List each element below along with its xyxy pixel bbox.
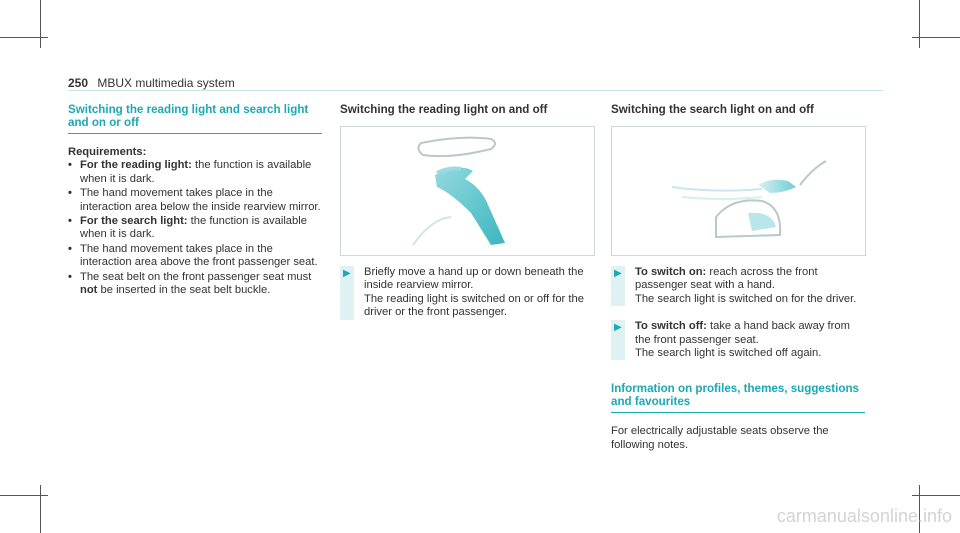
heading-rule [68,133,322,134]
search-light-illustration [611,126,866,256]
crop-mark [40,485,41,533]
list-item: • For the reading light: the function is available when it is dark. [68,159,312,185]
section-heading: Switching the reading light and search light and on or off [68,103,309,129]
watermark: carmanualsonline.info [776,506,952,526]
requirements-list [68,159,322,297]
bullet-icon: • [68,215,72,228]
bullet-icon: • [68,270,72,283]
right-steps [611,266,865,452]
heading-rule [611,412,865,413]
bullet-icon: • [68,187,72,200]
middle-steps [340,266,594,320]
section-heading: Switching the search light on and off [611,103,814,116]
list-item: • The hand movement takes place in the interaction area below the inside rearview mirror. [68,187,321,213]
play-arrow-icon: ▶ [614,322,622,334]
middle-column [340,103,594,116]
section-title: MBUX multimedia system [97,76,235,90]
list-item: • The hand movement takes place in the interaction area above the front passenger seat. [68,242,318,269]
header-rule [68,90,883,91]
page-header [68,76,235,90]
section-heading: Switching the reading light on and off [340,103,548,116]
bullet-icon: • [68,242,72,255]
step-item: ▶ Briefly move a hand up or down beneath the inside rearview mirror. The reading light is switched on or off for the driver or the front passenger. [340,266,594,320]
crop-mark [40,0,41,48]
step-item: ▶ To switch on: reach across the front passenger seat with a hand. The search light is switched on for the driver. [611,266,865,306]
list-item: • The seat belt on the front passenger seat must not be inserted in the seat belt buckle. [68,270,312,297]
requirements-label: Requirements: [68,146,147,158]
seat-hand-icon [612,127,865,255]
list-item: • For the search light: the function is available when it is dark. [68,215,307,241]
bullet-icon: • [68,159,72,172]
info-text: For electrically adjustable seats observe the following notes. [611,425,829,451]
step-item: ▶ To switch off: take a hand back away from the front passenger seat. The search light is switched off again. [611,320,865,360]
right-column [611,103,865,116]
reading-light-illustration [340,126,595,256]
left-column [68,103,322,298]
page-number: 250 [68,76,89,90]
info-heading: Information on profiles, themes, suggestions and favourites [611,382,860,409]
play-arrow-icon: ▶ [614,268,622,279]
play-arrow-icon: ▶ [343,268,351,279]
crop-mark [919,0,920,48]
mirror-hand-icon [341,127,594,255]
